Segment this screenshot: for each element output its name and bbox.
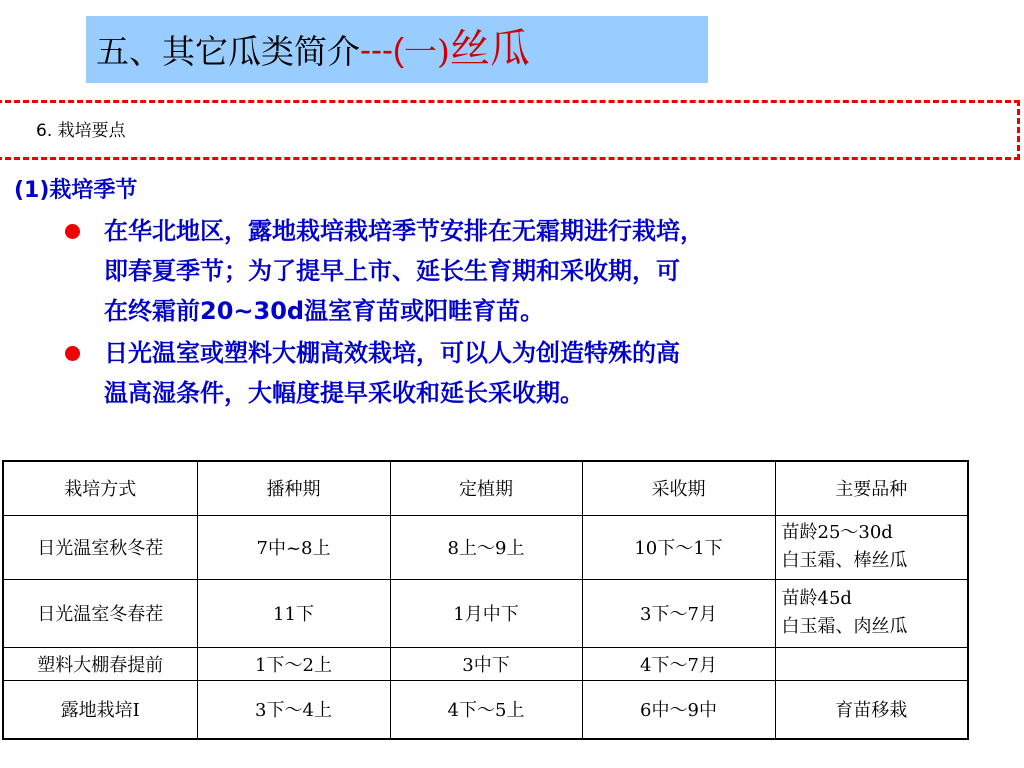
bullet-line: 即春夏季节；为了提早上市、延长生育期和采收期，可 — [104, 257, 680, 285]
table-cell: 4下～7月 — [582, 647, 775, 680]
table-cell: 3中下 — [390, 647, 582, 680]
col-header: 栽培方式 — [3, 461, 197, 515]
table-cell: 育苗移栽 — [775, 680, 968, 739]
schedule-table — [2, 460, 969, 740]
table-cell: 10下～1下 — [582, 515, 775, 579]
title-banner — [86, 16, 708, 83]
bullet-line: 温高湿条件，大幅度提早采收和延长采收期。 — [104, 379, 584, 407]
table-cell: 塑料大棚春提前 — [3, 647, 197, 680]
table-cell: 7中~8上 — [197, 515, 390, 579]
bullet-line: 在华北地区，露地栽培栽培季节安排在无霜期进行栽培， — [104, 217, 704, 245]
table-header-row — [3, 461, 968, 515]
variety-line: 白玉霜、肉丝瓜 — [781, 616, 908, 637]
table-row — [3, 647, 968, 680]
bullet-item-2 — [104, 333, 954, 413]
table-row — [3, 680, 968, 739]
table-cell: 露地栽培Ⅰ — [3, 680, 197, 739]
table-cell — [775, 647, 968, 680]
heading-frame — [0, 100, 1020, 160]
subsection-title: (1)栽培季节 — [14, 178, 138, 203]
page-title: 五、其它瓜类简介 — [96, 32, 360, 71]
table-cell: 6中～9中 — [582, 680, 775, 739]
table-row — [3, 579, 968, 647]
table-cell: 3下～4上 — [197, 680, 390, 739]
title-paren: 一) — [403, 32, 450, 71]
title-dash: ---( — [360, 30, 404, 68]
table-cell: 11下 — [197, 579, 390, 647]
bullet-line: 在终霜前20~30d温室育苗或阳畦育苗。 — [104, 297, 545, 325]
col-header: 主要品种 — [775, 461, 968, 515]
col-header: 播种期 — [197, 461, 390, 515]
table-cell — [775, 515, 968, 579]
table-cell: 1月中下 — [390, 579, 582, 647]
table-cell: 日光温室秋冬茬 — [3, 515, 197, 579]
table-cell: 日光温室冬春茬 — [3, 579, 197, 647]
title-highlight: 丝瓜 — [449, 26, 530, 72]
table-cell: 8上～9上 — [390, 515, 582, 579]
section-heading: 6. 栽培要点 — [36, 121, 126, 141]
col-header: 定植期 — [390, 461, 582, 515]
bullet-dot-icon — [65, 346, 80, 361]
table-cell: 1下～2上 — [197, 647, 390, 680]
variety-line: 苗龄25～30d — [781, 522, 893, 543]
table-cell — [775, 579, 968, 647]
table-cell: 4下～5上 — [390, 680, 582, 739]
variety-line: 苗龄45d — [781, 588, 852, 609]
bullet-dot-icon — [65, 224, 80, 239]
variety-line: 白玉霜、棒丝瓜 — [781, 550, 908, 571]
table-cell: 3下～7月 — [582, 579, 775, 647]
col-header: 采收期 — [582, 461, 775, 515]
bullet-item-1 — [104, 211, 954, 331]
table-row — [3, 515, 968, 579]
bullet-line: 日光温室或塑料大棚高效栽培，可以人为创造特殊的高 — [104, 339, 680, 367]
